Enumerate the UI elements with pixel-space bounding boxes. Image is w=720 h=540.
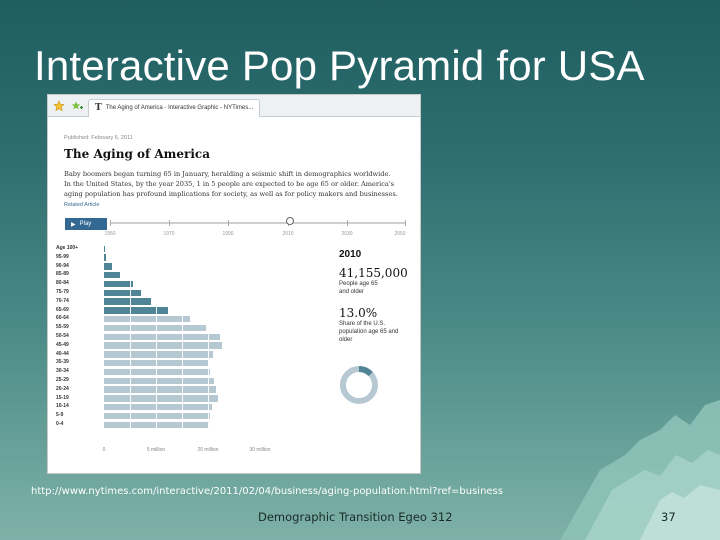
article-body (64, 169, 399, 210)
slide-footer: Demographic Transition Egeo 312 (258, 510, 453, 524)
timeline-tick (228, 220, 229, 226)
x-axis-tick-label: 5 million (146, 447, 166, 453)
age-group-label: 60-64 (56, 315, 69, 322)
x-axis-tick-label: 0 (102, 447, 106, 453)
population-bar[interactable] (104, 272, 120, 279)
timeline-handle[interactable] (286, 217, 294, 225)
x-axis-tick-label: 30 million (249, 447, 271, 453)
source-url[interactable]: http://www.nytimes.com/interactive/2011/02/04/business/aging-population.html?ref=business (31, 486, 503, 497)
age-group-label: 15-19 (56, 394, 69, 401)
browser-tab[interactable] (88, 99, 260, 117)
age-group-label: 30-34 (56, 368, 69, 375)
timeline-tick (110, 220, 111, 226)
chart-gridline (234, 245, 235, 431)
timeline-year-label: 1950 (104, 231, 116, 237)
slide-title: Interactive Pop Pyramid for USA (34, 42, 645, 89)
population-bar[interactable] (104, 254, 106, 261)
age-group-label: Age 100+ (56, 245, 79, 251)
stats-panel (339, 249, 419, 344)
population-bar[interactable] (104, 298, 151, 305)
age-group-label: 80-84 (56, 280, 69, 287)
timeline-year-label: 2050 (394, 231, 406, 237)
timeline-year-label: 1990 (222, 231, 234, 237)
related-article-link[interactable]: Related Article (64, 202, 100, 208)
timeline-tick (405, 220, 406, 226)
population-bar[interactable] (104, 263, 112, 270)
chart-gridline (182, 245, 183, 431)
chart-gridline (156, 245, 157, 431)
nyt-logo-icon: T (95, 103, 102, 113)
stat-year: 2010 (339, 249, 362, 260)
timeline-year-label: 2010 (282, 231, 294, 237)
age-group-label: 70-74 (56, 297, 69, 304)
age-group-label: 0-4 (56, 421, 64, 427)
tab-title: The Aging of America - Interactive Graphic - NYTimes... (105, 105, 254, 111)
timeline-year-label: 1970 (163, 231, 175, 237)
browser-toolbar (48, 95, 420, 117)
population-bar[interactable] (104, 316, 190, 323)
age-group-label: 90-94 (56, 262, 69, 269)
star-favorites-icon[interactable] (52, 99, 66, 113)
population-bar[interactable] (104, 395, 218, 402)
population-bar[interactable] (104, 325, 206, 332)
population-bar[interactable] (104, 386, 216, 393)
chart-gridline (130, 245, 131, 431)
stat-share-caption: Share of the U.S. population age 65 and older (339, 321, 399, 343)
play-icon: ▶ (71, 221, 76, 228)
chart-gridline (208, 245, 209, 431)
article-header (64, 135, 414, 210)
age-group-label: 5-9 (56, 412, 64, 419)
browser-screenshot (47, 94, 421, 474)
stat-share-percent: 13.0% (339, 306, 378, 320)
timeline-track (110, 222, 406, 224)
population-bar[interactable] (104, 378, 214, 385)
population-bar[interactable] (104, 307, 168, 314)
dateline: Published: February 6, 2011 (64, 135, 133, 141)
age-group-label: 50-54 (56, 333, 69, 339)
age-group-label: 55-59 (56, 324, 69, 331)
age-group-label: 35-39 (56, 359, 69, 366)
population-bar[interactable] (104, 334, 220, 341)
timeline-year-label: 2030 (341, 231, 353, 237)
population-bar[interactable] (104, 342, 222, 349)
population-bar[interactable] (104, 369, 210, 376)
add-favorites-icon[interactable] (70, 99, 84, 113)
age-group-label: 75-79 (56, 289, 69, 295)
year-timeline-slider[interactable] (104, 217, 406, 239)
age-group-label: 95-99 (56, 253, 69, 260)
population-bar[interactable] (104, 404, 212, 411)
age-group-label: 85-89 (56, 271, 69, 278)
age-group-label: 20-24 (56, 385, 69, 392)
stat-people-count: 41,155,000 (339, 266, 408, 280)
share-donut-chart (339, 365, 379, 405)
age-group-label: 25-29 (56, 377, 69, 383)
x-axis-tick-label: 20 million (197, 447, 219, 453)
article-headline: The Aging of America (64, 147, 210, 161)
age-group-label: 65-69 (56, 306, 69, 313)
age-group-label: 45-49 (56, 341, 69, 348)
age-group-label: 40-44 (56, 350, 69, 357)
population-pyramid-chart (56, 245, 346, 465)
population-bar[interactable] (104, 351, 213, 358)
population-bar[interactable] (104, 281, 133, 288)
slide-page-number: 37 (661, 510, 676, 524)
article-body-text: Baby boomers began turning 65 in January, heralding a seismic shift in demographics worldwide. In the United States, by the year 2035, 1 in 5 people are expected to be age 65 or older. America's aging population has profound implications for society, as well as for policy makers and businesses. (64, 170, 398, 198)
play-label: Play (79, 221, 92, 227)
age-group-label: 10-14 (56, 403, 69, 410)
population-bar[interactable] (104, 290, 141, 297)
play-button[interactable] (65, 218, 107, 230)
stat-people-caption: People age 65 and older (339, 281, 378, 295)
population-bar[interactable] (104, 246, 105, 253)
timeline-tick (347, 220, 348, 226)
timeline-tick (169, 220, 170, 226)
